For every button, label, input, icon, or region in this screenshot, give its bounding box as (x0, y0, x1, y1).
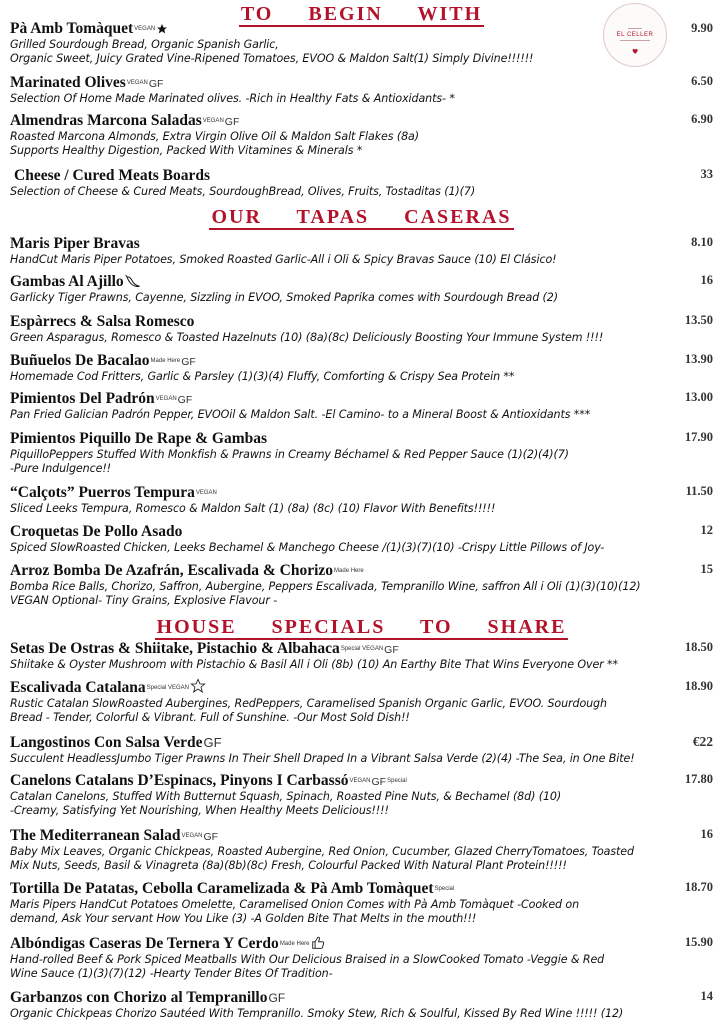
item-tag: Made Here (279, 941, 310, 947)
gluten-free-tag: GF (203, 735, 222, 750)
item-description: Green Asparagus, Romesco & Toasted Hazelnuts (10) (8a)(8c) Deliciously Boosting Your Immune System !!!! (10, 331, 604, 344)
item-tag: VEGAN (195, 490, 217, 496)
item-tag: Made Here (334, 568, 364, 574)
gluten-free-tag: GF (181, 356, 196, 368)
menu-item (10, 388, 713, 422)
star-outline-icon (190, 678, 206, 694)
item-description: Baby Mix Leaves, Organic Chickpeas, Roasted Aubergine, Red Onion, Cucumber, Glazed CherryTomatoes, Toasted Mix Nuts, Seeds, Basil & Vinagreta (8a)(8b)(8c) Fresh, Colourful Packed With Natural Plant Protein!!!!! (10, 845, 634, 873)
item-tag: VEGAN (349, 778, 371, 784)
section-title-house-text: HOUSE SPECIALS TO SHARE (156, 616, 567, 638)
item-price: 15.90 (684, 935, 713, 949)
item-price: 18.90 (684, 679, 713, 693)
item-name: Pimientos Del Padrón (10, 390, 155, 407)
item-name: Espàrrecs & Salsa Romesco (10, 313, 195, 330)
item-name: Escalivada Catalana (10, 679, 146, 696)
item-price: 13.90 (684, 352, 713, 366)
item-description: Selection Of Home Made Marinated olives. -Rich in Healthy Fats & Antioxidants- * (10, 92, 455, 105)
item-name: Canelons Catalans D’Espinacs, Pinyons I Carbassó (10, 772, 349, 789)
item-name: Pà Amb Tomàquet (10, 20, 134, 37)
item-tag: VEGAN (126, 80, 148, 86)
item-description: Bomba Rice Balls, Chorizo, Saffron, Aubergine, Peppers Escalivada, Tempranillo Wine, saffron All i Oli (1)(3)(10)(12) VEGAN Optional- Tiny Grains, Explosive Flavour - (10, 580, 641, 608)
gluten-free-tag: GF (224, 116, 240, 128)
item-name: Arroz Bomba De Azafrán, Escalivada & Chorizo (10, 562, 334, 579)
thumbs-up-icon (311, 936, 325, 950)
menu-item (10, 165, 713, 199)
item-name: Croquetas De Pollo Asado (10, 523, 183, 540)
item-price: 18.50 (684, 640, 713, 654)
item-price: 6.90 (691, 112, 713, 126)
item-price: 33 (700, 167, 713, 181)
gluten-free-tag: GF (203, 831, 219, 843)
item-name: Maris Piper Bravas (10, 235, 140, 252)
item-tag: Special VEGAN (146, 685, 189, 691)
item-description: PiquilloPeppers Stuffed With Monkfish & Prawns in Creamy Béchamel & Red Pepper Sauce (1)(2)(4)(7) -Pure Indulgence!! (10, 448, 569, 476)
section-title-begin-text: TO BEGIN WITH (240, 3, 483, 25)
item-description: Spiced SlowRoasted Chicken, Leeks Bechamel & Manchego Cheese /(1)(3)(7)(10) -Crispy Little Pillows of Joy- (10, 541, 605, 554)
item-price: 17.80 (684, 772, 713, 786)
item-tag: Special VEGAN (340, 646, 384, 652)
item-price: 15 (700, 562, 713, 576)
menu-item (10, 72, 713, 106)
menu-item (10, 350, 713, 384)
item-description: Organic Chickpeas Chorizo Sautéed With Tempranillo. Smoky Stew, Rich & Soulful, Kissed By Red Wine !!!!! (12) (10, 1007, 624, 1020)
item-name: Tortilla De Patatas, Cebolla Caramelizada & Pà Amb Tomàquet (10, 880, 434, 897)
item-name: Langostinos Con Salsa Verde (10, 734, 203, 751)
menu-item (10, 521, 713, 555)
gluten-free-tag: GF (371, 776, 387, 788)
menu-item (10, 311, 713, 345)
item-price: 6.50 (691, 74, 713, 88)
item-price: 14 (700, 989, 713, 1003)
item-price: 17.90 (684, 430, 713, 444)
menu-item (10, 732, 713, 766)
item-description: Selection of Cheese & Cured Meats, SourdoughBread, Olives, Fruits, Tostaditas (1)(7) (10, 185, 476, 198)
item-price: 13.00 (684, 390, 713, 404)
menu-item (10, 560, 713, 608)
menu-item (10, 987, 713, 1021)
section-title-tapas-text: OUR TAPAS CASERAS (211, 206, 512, 228)
gluten-free-tag: GF (384, 644, 399, 656)
item-description: Pan Fried Galician Padrón Pepper, EVOOil & Maldon Salt. -El Camino- to a Mineral Boost & Antioxidants *** (10, 408, 591, 421)
chili-pepper-icon (125, 274, 141, 288)
item-price: 11.50 (685, 484, 713, 498)
item-description: Rustic Catalan SlowRoasted Aubergines, RedPeppers, Caramelised Spanish Organic Garlic, EVOO. Sourdough Bread - Tender, Colorful & Vibrant. Full of Sunshine. -Our Most Sold Dish!! (10, 697, 607, 725)
item-price: 8.10 (691, 235, 713, 249)
item-description: Homemade Cod Fritters, Garlic & Parsley (1)(3)(4) Fluffy, Comforting & Crispy Sea Protein ** (10, 370, 515, 383)
item-tag: Made Here (150, 358, 181, 364)
item-name: Albóndigas Caseras De Ternera Y Cerdo (10, 935, 279, 952)
menu-item (10, 825, 713, 873)
item-price: 13.50 (684, 313, 713, 327)
item-description: Shiitake & Oyster Mushroom with Pistachio & Basil All i Oli (8b) (10) An Earthy Bite That Wins Everyone Over ** (10, 658, 618, 671)
item-tag: VEGAN (202, 118, 224, 124)
item-price: 18.70 (684, 880, 713, 894)
item-tag: Special (434, 886, 455, 892)
item-description: Garlicky Tiger Prawns, Cayenne, Sizzling in EVOO, Smoked Paprika comes with Sourdough Bread (2) (10, 291, 558, 304)
item-price: 12 (700, 523, 713, 537)
item-name: Gambas Al Ajillo (10, 273, 124, 290)
menu-item (10, 18, 713, 66)
menu-item (10, 878, 713, 926)
item-name: Setas De Ostras & Shiitake, Pistachio & Albahaca (10, 640, 340, 657)
item-tag: VEGAN (155, 396, 177, 402)
section-title-house (0, 616, 723, 638)
heart-icon: ♥ (632, 48, 639, 56)
gluten-free-tag: GF (177, 394, 193, 406)
menu-item (10, 933, 713, 981)
item-name: Marinated Olives (10, 74, 126, 91)
menu-item (10, 638, 713, 672)
item-tag: VEGAN (181, 833, 203, 839)
item-price: €22 (692, 734, 713, 749)
item-description: HandCut Maris Piper Potatoes, Smoked Roasted Garlic-All i Oli & Spicy Bravas Sauce (10) El Clásico! (10, 253, 557, 266)
menu-item (10, 233, 713, 267)
item-description: Catalan Canelons, Stuffed With Butternut Squash, Spinach, Roasted Pine Nuts, & Bechamel (8d) (10) -Creamy, Satisfying Yet Nourishing, When Healthy Meets Delicious!!!! (10, 790, 562, 818)
item-name: Cheese / Cured Meats Boards (14, 167, 211, 184)
item-description: Maris Pipers HandCut Potatoes Omelette, Caramelised Onion Comes with Pà Amb Tomàquet -Cooked on demand, Ask Your servant How You Like (3) -A Golden Bite That Melts in the mouth!!! (10, 898, 580, 926)
item-price: 16 (700, 273, 713, 287)
item-description: Hand-rolled Beef & Pork Spiced Meatballs With Our Delicious Braised in a SlowCooked Tomato -Veggie & Red Wine Sauce (1)(3)(7)(12) -Hearty Tender Bites Of Tradition- (10, 953, 605, 981)
logo-text: EL CELLER (616, 32, 654, 38)
item-description: Sliced Leeks Tempura, Romesco & Maldon Salt (1) (8a) (8c) (10) Flavor With Benefits!!!!! (10, 502, 496, 515)
item-name: Garbanzos con Chorizo al Tempranillo (10, 989, 268, 1006)
item-description: Roasted Marcona Almonds, Extra Virgin Olive Oil & Maldon Salt Flakes (8a) Supports Healthy Digestion, Packed With Vitamines & Minerals * (10, 130, 419, 158)
item-price: 16 (700, 827, 713, 841)
item-name: Almendras Marcona Saladas (10, 112, 202, 129)
menu-item (10, 428, 713, 476)
menu-item (10, 677, 713, 725)
item-tag: VEGAN (134, 26, 156, 32)
section-title-tapas (0, 206, 723, 228)
gluten-free-tag: GF (148, 78, 164, 90)
item-name: “Calçots” Puerros Tempura (10, 484, 195, 501)
item-price: 9.90 (691, 21, 713, 35)
star-icon (156, 23, 168, 35)
special-tag: Special (387, 778, 407, 784)
item-name: The Mediterranean Salad (10, 827, 181, 844)
item-name: Buñuelos De Bacalao (10, 352, 150, 369)
item-description: Succulent HeadlessJumbo Tiger Prawns In Their Shell Draped In a Vibrant Salsa Verde (2)(4) -The Sea, in One Bite! (10, 752, 635, 765)
item-description: Grilled Sourdough Bread, Organic Spanish Garlic, Organic Sweet, Juicy Grated Vine-Ripened Tomatoes, EVOO & Maldon Salt(1) Simply Divine!!!!!! (10, 38, 534, 66)
menu-item (10, 770, 713, 818)
menu-item (10, 482, 713, 516)
menu-item (10, 271, 713, 305)
item-name: Pimientos Piquillo De Rape & Gambas (10, 430, 268, 447)
menu-item (10, 110, 713, 158)
gluten-free-tag: GF (268, 991, 286, 1005)
